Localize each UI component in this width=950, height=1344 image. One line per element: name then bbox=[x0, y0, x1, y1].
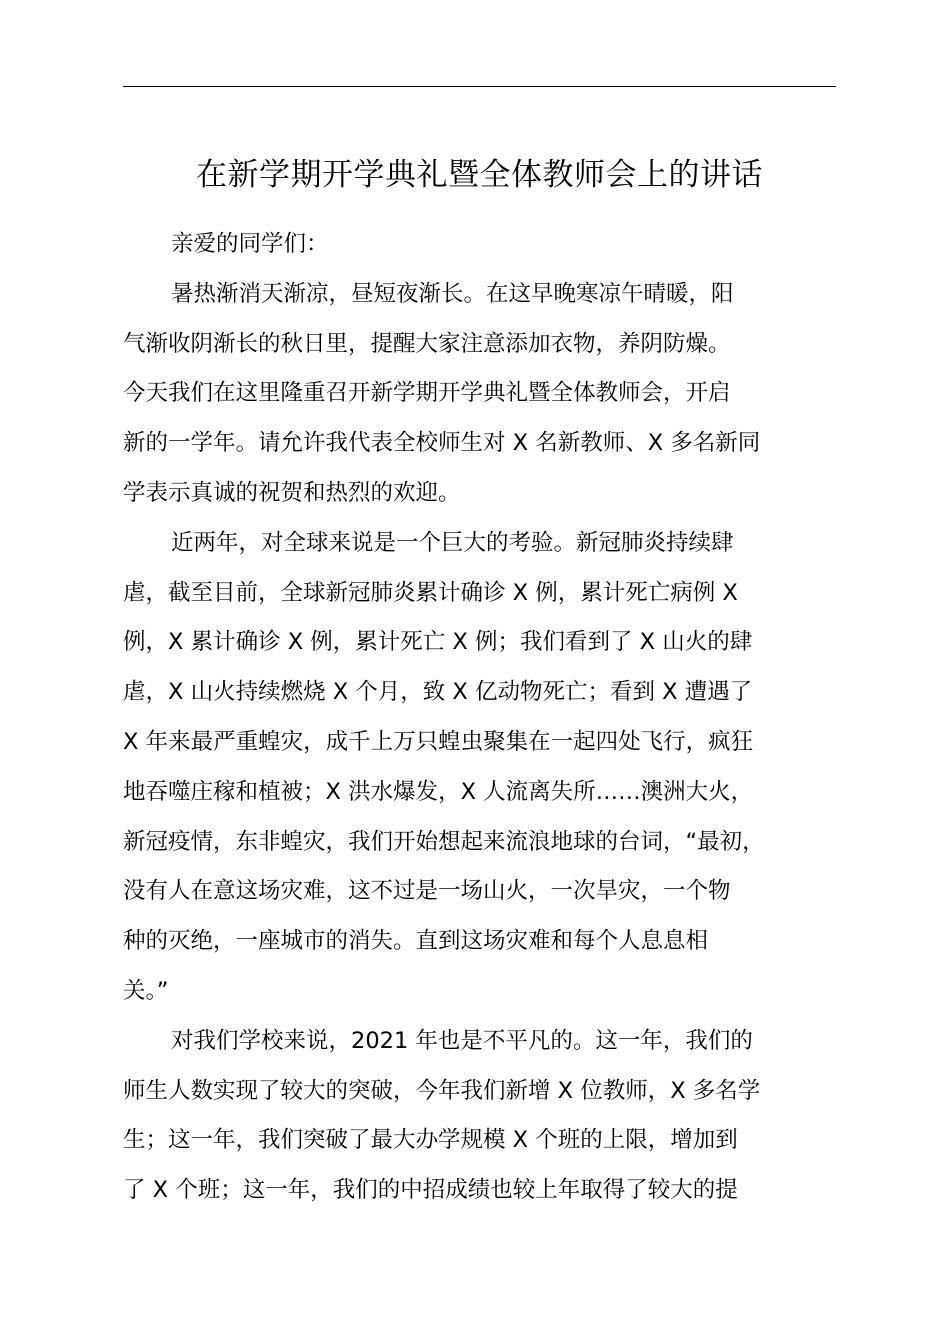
paragraph-first-line: 亲爱的同学们： bbox=[171, 231, 329, 257]
text-line: 新的一学年。请允许我代表全校师生对 X 名新教师、X 多名新同 bbox=[123, 430, 761, 457]
text-line: 例，X 累计确诊 X 例，累计死亡 X 例；我们看到了 X 山火的肆 bbox=[123, 629, 753, 656]
text-line: 气渐收阴渐长的秋日里，提醒大家注意添加衣物，养阴防燥。 bbox=[123, 330, 731, 357]
document-title: 在新学期开学典礼暨全体教师会上的讲话 bbox=[196, 157, 763, 193]
text-line: 新冠疫情，东非蝗灾，我们开始想起来流浪地球的台词，“最初， bbox=[123, 828, 765, 855]
text-line: 师生人数实现了较大的突破，今年我们新增 X 位教师，X 多名学 bbox=[123, 1077, 761, 1104]
text-line: 虐，X 山火持续燃烧 X 个月，致 X 亿动物死亡；看到 X 遭遇了 bbox=[123, 679, 753, 706]
document-body bbox=[123, 220, 836, 1216]
header-rule bbox=[123, 86, 836, 87]
paragraph-first-line: 暑热渐消天渐凉，昼短夜渐长。在这早晚寒凉午晴暖，阳 bbox=[171, 280, 734, 307]
paragraph-first-line: 对我们学校来说，2021 年也是不平凡的。这一年，我们的 bbox=[171, 1027, 753, 1054]
text-line: 地吞噬庄稼和植被；X 洪水爆发，X 人流离失所……澳洲大火， bbox=[123, 778, 754, 805]
text-line: X 年来最严重蝗灾，成千上万只蝗虫聚集在一起四处飞行，疯狂 bbox=[123, 728, 754, 755]
text-line: 没有人在意这场灾难，这不过是一场山火，一次旱灾，一个物 bbox=[123, 878, 731, 905]
text-line: 学表示真诚的祝贺和热烈的欢迎。 bbox=[123, 479, 461, 506]
paragraph-first-line: 近两年，对全球来说是一个巨大的考验。新冠肺炎持续肆 bbox=[171, 529, 734, 556]
text-line: 虐，截至目前，全球新冠肺炎累计确诊 X 例，累计死亡病例 X bbox=[123, 579, 738, 606]
text-line: 关。” bbox=[123, 977, 169, 1004]
text-line: 了 X 个班；这一年，我们的中招成绩也较上年取得了较大的提 bbox=[123, 1177, 738, 1204]
text-line: 种的灭绝，一座城市的消失。直到这场灾难和每个人息息相 bbox=[123, 928, 709, 955]
text-line: 今天我们在这里隆重召开新学期开学典礼暨全体教师会，开启 bbox=[123, 380, 731, 407]
text-line: 生；这一年，我们突破了最大办学规模 X 个班的上限，增加到 bbox=[123, 1127, 738, 1154]
